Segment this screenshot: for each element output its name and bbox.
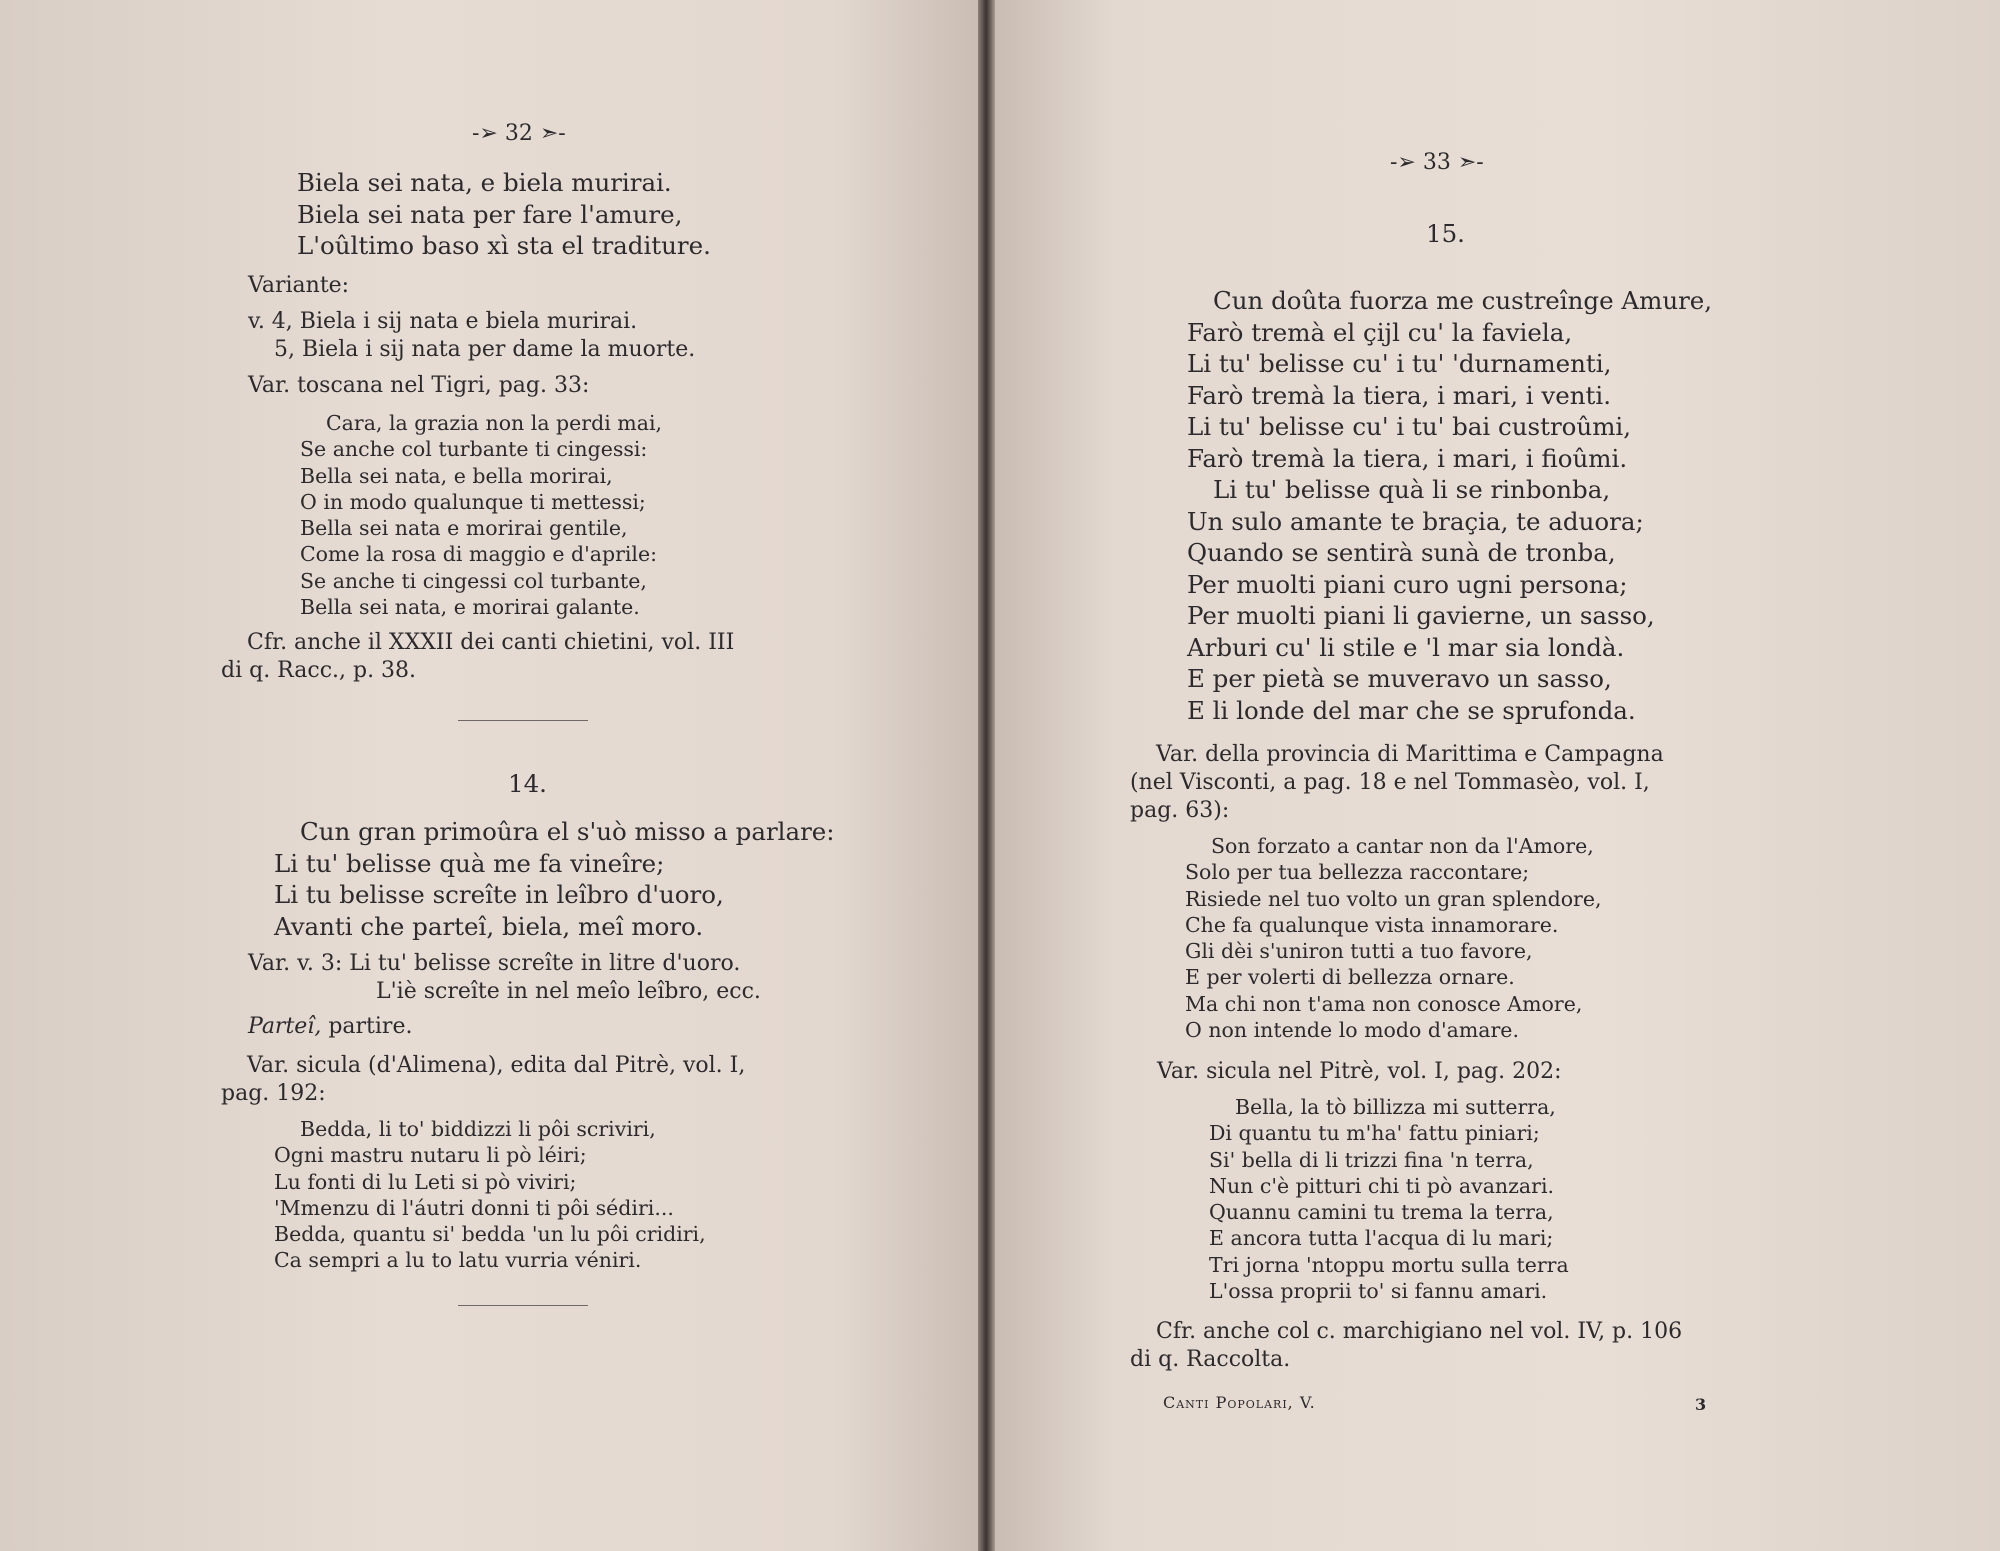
poem-line: Bella sei nata e morirai gentile, [300,516,628,541]
verse-line: Li tu' belisse cu' i tu' 'durnamenti, [1187,349,1612,378]
note-line: Var. sicula (d'Alimena), edita dal Pitrè, vol. I, [247,1053,746,1078]
right-page [995,0,2000,1551]
note-line: L'iè screîte in nel meîo leîbro, ecc. [376,979,761,1004]
gloss-word: Parteî, [248,1014,322,1039]
section-divider [458,720,588,721]
var-marittima-heading [1130,741,1664,825]
verse-line: Per muolti piani curo ugni persona; [1187,569,1628,599]
poem-line: Bedda, li to' biddizzi li pôi scriviri, [300,1117,656,1141]
verse-line: Farò tremà el çijl cu' la faviela, [1187,317,1573,347]
song-number: 14. [508,769,547,798]
poem-line: O non intende lo modo d'amare. [1185,1018,1519,1043]
cfr-note [1130,1318,1682,1374]
note-line: pag. 63): [1130,798,1230,823]
variante-line: v. 4, Biela i sij nata e biela murirai. [248,309,638,334]
song-15 [1187,285,1712,726]
variante-label: Variante: [248,273,350,298]
poem-line: Gli dèi s'uniron tutti a tuo favore, [1185,939,1533,964]
poem-line: O in modo qualunque ti mettessi; [300,489,646,514]
cfr-note [221,629,734,685]
poem-line: Solo per tua bellezza raccontare; [1185,860,1530,885]
verse-line: Biela sei nata, e biela murirai. [297,168,672,197]
toscana-poem [300,410,662,620]
poem-line: Ma chi non t'ama non conosce Amore, [1185,991,1583,1016]
poem-line: Se anche col turbante ti cingessi: [300,437,648,462]
verse-line: Farò tremà la tiera, i mari, i venti. [1187,380,1611,410]
poem-line: Come la rosa di maggio e d'aprile: [300,542,658,567]
verse-line: Avanti che parteî, biela, meî moro. [274,911,704,941]
poem-line: Se anche ti cingessi col turbante, [300,568,647,593]
poem-line: E ancora tutta l'acqua di lu mari; [1209,1226,1554,1251]
note-line: (nel Visconti, a pag. 18 e nel Tommasèo, vol. I, [1130,770,1650,795]
poem-line: Bella sei nata, e bella morirai, [300,463,613,488]
poem-line: Cara, la grazia non la perdi mai, [326,411,663,435]
continued-stanza [297,167,711,262]
page-number: -➢ 32 ➣- [472,121,566,146]
verse-line: L'oûltimo baso xì sta el traditure. [297,231,711,260]
verse-line: E per pietà se muveravo un sasso, [1187,664,1612,693]
poem-line: Di quantu tu m'ha' fattu piniari; [1209,1121,1540,1146]
var-sicula-heading [221,1052,745,1108]
verse-line: Li tu' belisse quà me fa vineîre; [274,848,665,878]
poem-line: Quannu camini tu trema la terra, [1209,1200,1554,1225]
verse-line: Biela sei nata per fare l'amure, [297,199,683,229]
verse-line: Arburi cu' li stile e 'l mar sia londà. [1187,632,1625,662]
verse-line: Li tu' belisse quà li se rinbonba, [1213,475,1611,504]
poem-line: Si' bella di li trizzi fina 'n terra, [1209,1147,1534,1172]
variante-line: 5, Biela i sij nata per dame la muorte. [274,337,696,362]
poem-line: Bella sei nata, e morirai galante. [300,595,640,620]
sicula-poem [1209,1094,1569,1304]
note-line: di q. Raccolta. [1130,1347,1291,1372]
poem-line: L'ossa proprii to' si fannu amari. [1209,1279,1548,1304]
poem-line: Risiede nel tuo volto un gran splendore, [1185,886,1602,911]
variante-block [248,308,695,364]
note-line: Cfr. anche il XXXII dei canti chietini, vol. III [247,630,735,655]
book-gutter [978,0,996,1551]
poem-line: 'Mmenzu di l'áutri donni ti pôi sédiri... [274,1195,674,1220]
song-14 [274,816,835,942]
verse-line: Cun gran primoûra el s'uò misso a parlare: [300,817,835,846]
left-page [0,0,980,1551]
poem-line: Bella, la tò billizza mi sutterra, [1235,1095,1556,1119]
signature-number: 3 [1695,1395,1708,1414]
poem-line: E per volerti di bellezza ornare. [1185,965,1515,990]
verse-line: Farò tremà la tiera, i mari, i fioûmi. [1187,443,1628,473]
gloss-meaning: partire. [328,1014,413,1039]
note-line: di q. Racc., p. 38. [221,658,417,683]
note-line: Var. v. 3: Li tu' belisse screîte in litre d'uoro. [248,951,741,976]
page-number: -➢ 33 ➣- [1390,150,1484,175]
sicula-poem [274,1116,706,1274]
verse-line: E li londe del mar che se sprufonda. [1187,695,1636,725]
var-14-note [248,950,761,1006]
poem-line: Nun c'è pitturi chi ti pò avanzari. [1209,1173,1555,1198]
section-divider [458,1305,588,1306]
var-sicula-heading: Var. sicula nel Pitrè, vol. I, pag. 202: [1157,1059,1562,1084]
song-number: 15. [1426,219,1465,248]
poem-line: Lu fonti di lu Leti si pò viviri; [274,1169,577,1194]
verse-line: Per muolti piani li gavierne, un sasso, [1187,601,1655,630]
poem-line: Ca sempri a lu to latu vurria véniri. [274,1248,642,1273]
footer-title: Canti Popolari, V. [1163,1393,1316,1412]
note-line: Var. della provincia di Marittima e Campagna [1156,742,1664,767]
poem-line: Tri jorna 'ntoppu mortu sulla terra [1209,1252,1569,1277]
verse-line: Quando se sentirà sunà de tronba, [1187,538,1616,567]
gloss [248,1013,412,1041]
marittima-poem [1185,833,1602,1043]
verse-line: Li tu' belisse cu' i tu' bai custroûmi, [1187,412,1632,441]
note-line: Cfr. anche col c. marchigiano nel vol. IV, p. 106 [1156,1319,1683,1344]
verse-line: Li tu belisse screîte in leîbro d'uoro, [274,880,724,909]
note-line: pag. 192: [221,1081,326,1106]
var-toscana-heading: Var. toscana nel Tigri, pag. 33: [248,373,590,398]
poem-line: Ogni mastru nutaru li pò léiri; [274,1143,587,1168]
poem-line: Son forzato a cantar non da l'Amore, [1211,834,1594,858]
verse-line: Un sulo amante te braçia, te aduora; [1187,506,1644,536]
poem-line: Che fa qualunque vista innamorare. [1185,912,1559,937]
verse-line: Cun doûta fuorza me custreînge Amure, [1213,286,1713,315]
poem-line: Bedda, quantu si' bedda 'un lu pôi cridiri, [274,1222,706,1247]
